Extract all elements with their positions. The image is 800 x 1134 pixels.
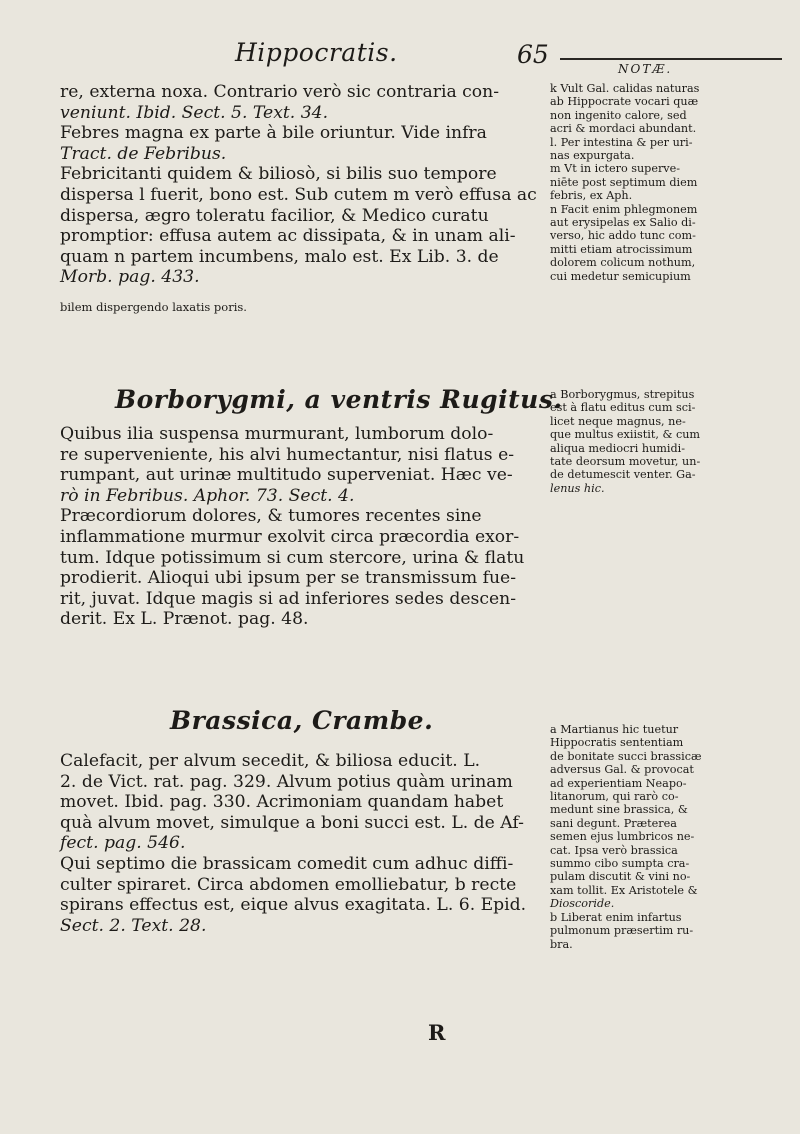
text-line: dispersa, ægro toleratu facilior, & Medico curatu [60, 205, 489, 226]
note-line: litanorum, qui rarò co- [550, 790, 679, 804]
text-line: derit. Ex L. Prænot. pag. 48. [60, 609, 309, 630]
note-line: cui medetur semicupium [550, 269, 691, 283]
note-line: cat. Ipsa verò brassica [550, 843, 678, 857]
text-line: Febricitanti quidem & biliosò, si bilis suo tempore [60, 164, 497, 185]
text-line: Febres magna ex parte à bile oriuntur. Vide infra [60, 123, 487, 144]
text-line: Morb. pag. 433. [60, 267, 200, 288]
note-line: de detumescit venter. Ga- [550, 468, 696, 482]
text-line: rit, juvat. Idque magis si ad inferiores sedes descen- [60, 588, 517, 609]
note-line: adversus Gal. & provocat [550, 763, 694, 777]
note-line: pulmonum præsertim ru- [550, 924, 694, 938]
text-line: rò in Febribus. Aphor. 73. Sect. 4. [60, 485, 355, 506]
section-heading: Borborygmi, a ventris Rugitus. [115, 385, 563, 414]
note-line: non ingenito calore, sed [550, 108, 687, 122]
main-text-block-1 [60, 82, 545, 314]
text-line: 2. de Vict. rat. pag. 329. Alvum potius quàm urinam [60, 771, 513, 792]
running-head [0, 36, 800, 76]
note-line: pulam discutit & vini no- [550, 870, 691, 884]
margin-notes-3 [550, 723, 785, 951]
note-line: b Liberat enim infartus [550, 910, 682, 924]
note-line: a Borborygmus, strepitus [550, 388, 695, 401]
margin-notes-1 [550, 82, 785, 283]
running-title: Hippocratis. [235, 38, 398, 67]
note-line: medunt sine brassica, & [550, 803, 688, 817]
note-line: lenus hic. [550, 481, 605, 495]
text-line: culter spiraret. Circa abdomen emolliebatur, b recte [60, 874, 517, 895]
text-line: Calefacit, per alvum secedit, & biliosa educit. L. [60, 751, 481, 771]
note-line: licet neque magnus, ne- [550, 414, 686, 428]
text-line: dispersa l fuerit, bono est. Sub cutem m verò effusa ac [60, 184, 537, 205]
note-line: que multus exiistit, & cum [550, 428, 701, 442]
note-line: aut erysipelas ex Salio di- [550, 216, 696, 230]
note-line: summo cibo sumpta cra- [550, 857, 690, 871]
note-line: m Vt in ictero superve- [550, 162, 681, 176]
note-line: mitti etiam atrocissimum [550, 242, 693, 256]
text-line: re, externa noxa. Contrario verò sic contraria con- [60, 82, 500, 102]
text-line: fect. pag. 546. [60, 833, 186, 854]
section-borborygmi [60, 385, 563, 630]
note-line: l. Per intestina & per uri- [550, 135, 693, 149]
note-line: bra. [550, 937, 573, 951]
note-line: aliqua mediocri humidi- [550, 441, 685, 455]
note-line: verso, hic addo tunc com- [550, 229, 696, 243]
note-line: dolorem colicum nothum, [550, 256, 696, 270]
text-line: tum. Idque potissimum si cum stercore, urina & flatu [60, 547, 525, 568]
text-line: spirans effectus est, eique alvus exagitata. L. 6. Epid. [60, 895, 527, 916]
note-line: k Vult Gal. calidas naturas [550, 82, 700, 95]
note-line: febris, ex Aph. [550, 189, 633, 203]
note-line: semen ejus lumbricos ne- [550, 830, 695, 844]
text-line: veniunt. Ibid. Sect. 5. Text. 34. [60, 102, 329, 123]
notes-heading: NOTÆ. [618, 62, 673, 76]
note-line: de bonitate succi brassicæ [550, 749, 702, 763]
note-line: Dioscoride. [550, 897, 615, 911]
text-line: prodierit. Alioqui ubi ipsum per se transmissum fue- [60, 568, 516, 589]
text-line: Quibus ilia suspensa murmurant, lumborum dolo- [60, 424, 494, 444]
header-rule [560, 58, 782, 60]
note-line: est à flatu editus cum sci- [550, 401, 696, 415]
footnote-line: bilem dispergendo laxatis poris. [60, 299, 247, 314]
note-line: sani degunt. Præterea [550, 816, 677, 830]
note-line: nas expurgata. [550, 149, 635, 163]
text-line: quam n partem incumbens, malo est. Ex Lib. 3. de [60, 246, 499, 267]
note-line: acri & mordaci abundant. [550, 122, 697, 136]
note-line: niēte post septimum diem [550, 175, 698, 189]
text-line: Sect. 2. Text. 28. [60, 915, 207, 936]
page-number: 65 [517, 40, 549, 69]
note-line: tate deorsum movetur, un- [550, 455, 701, 469]
note-line: Hippocratis sententiam [550, 736, 684, 750]
text-line: rumpant, aut urinæ multitudo superveniat. Hæc ve- [60, 465, 513, 486]
text-line: promptior: effusa autem ac dissipata, & in unam ali- [60, 226, 516, 247]
note-line: n Facit enim phlegmonem [550, 202, 698, 216]
text-line: Præcordiorum dolores, & tumores recentes sine [60, 506, 482, 527]
text-line: quà alvum movet, simulque a boni succi est. L. de Af- [60, 812, 524, 833]
section-heading: Brassica, Crambe. [170, 706, 434, 735]
text-line: movet. Ibid. pag. 330. Acrimoniam quandam habet [60, 792, 504, 813]
text-line: Qui septimo die brassicam comedit cum adhuc diffi- [60, 853, 514, 874]
text-line: re superveniente, his alvi humectantur, nisi flatus e- [60, 444, 515, 465]
section-brassica [60, 706, 545, 936]
text-line: inflammatione murmur exolvit circa præcordia exor- [60, 526, 520, 547]
note-line: ab Hippocrate vocari quæ [550, 95, 699, 109]
note-line: xam tollit. Ex Aristotele & [550, 883, 698, 897]
signature-mark: R [428, 1020, 446, 1045]
margin-notes-2 [550, 388, 785, 495]
note-line: ad experientiam Neapo- [550, 776, 687, 790]
note-line: a Martianus hic tuetur [550, 723, 679, 736]
text-line: Tract. de Febribus. [60, 143, 227, 164]
